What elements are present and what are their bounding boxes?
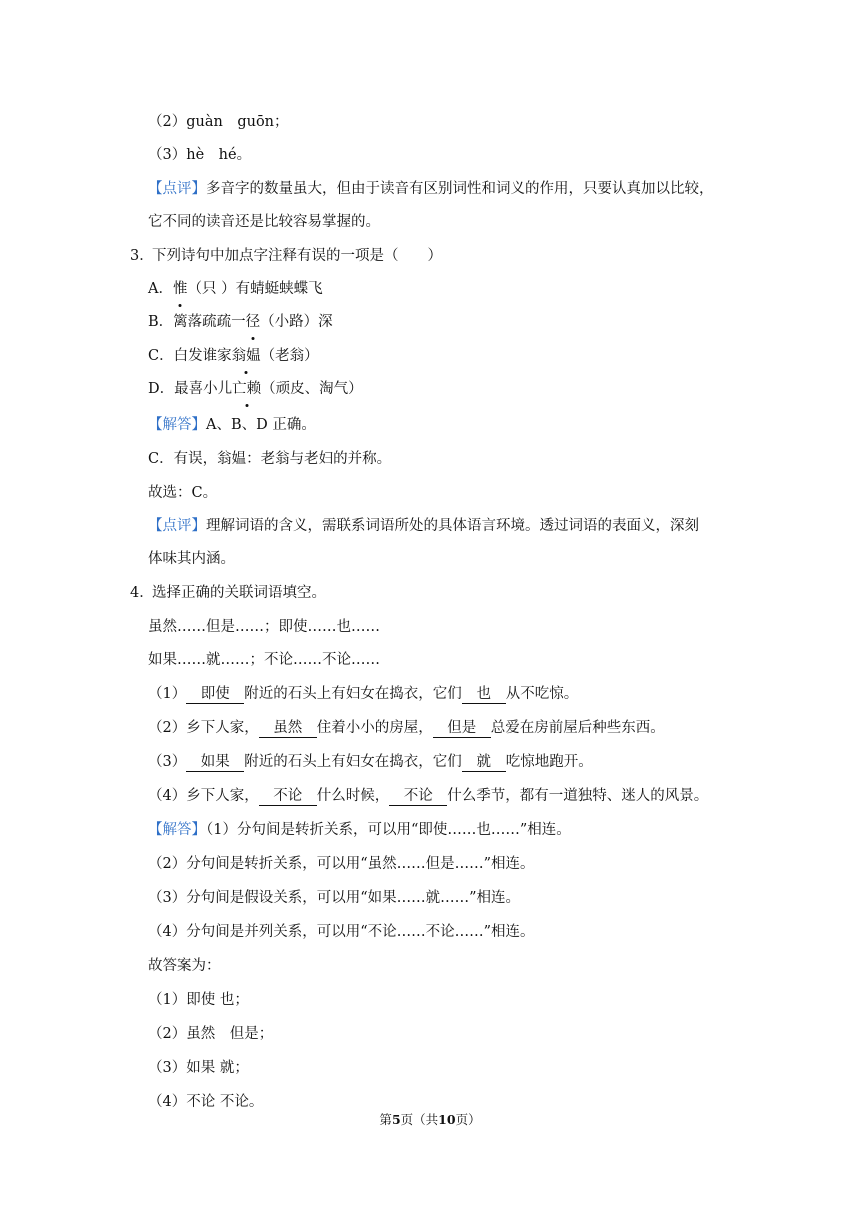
conjunction-options-2: 如果……就……；不论……不论…… bbox=[148, 652, 380, 668]
sentence-3: （3） 如果 附近的石头上有妇女在捣衣，它们 就 吃惊地跑开。 bbox=[148, 754, 593, 770]
option-b: B．篱落疏疏一径（小路）深 bbox=[0, 307, 860, 337]
final-answer-heading: 故答案为： bbox=[148, 958, 221, 974]
final-answer-4: （4）不论 不论。 bbox=[148, 1094, 264, 1110]
answer-tag: 【解答】 bbox=[148, 417, 206, 433]
review-tag: 【点评】 bbox=[148, 181, 206, 197]
blank-answer: 就 bbox=[462, 753, 506, 772]
sentence-1: （1） 即使 附近的石头上有妇女在捣衣，它们 也 从不吃惊。 bbox=[148, 686, 579, 702]
question-4 bbox=[0, 578, 860, 608]
option-a: A．惟（只 ）有蜻蜓蛱蝶飞 bbox=[0, 274, 860, 304]
answer-3: 【解答】A、B、D 正确。 bbox=[148, 417, 316, 433]
answer-3-c: C．有误，翁媪：老翁与老妇的并称。 bbox=[148, 451, 392, 467]
conjunction-options-1: 虽然……但是……；即使……也…… bbox=[148, 619, 380, 635]
dotted-char: 亡赖 bbox=[232, 374, 261, 404]
question-text: 选择正确的关联词语填空。 bbox=[152, 585, 326, 601]
answer-4-4: （4）分句间是并列关系，可以用“不论……不论……”相连。 bbox=[148, 924, 535, 940]
answer-tag: 【解答】 bbox=[148, 822, 206, 838]
blank-answer: 但是 bbox=[433, 719, 491, 738]
review-2: 【点评】多音字的数量虽大，但由于读音有区别词性和词义的作用，只要认真加以比较， bbox=[148, 181, 714, 197]
blank-answer: 即使 bbox=[186, 685, 244, 704]
sentence-2: （2）乡下人家， 虽然 住着小小的房屋， 但是 总爱在房前屋后种些东西。 bbox=[148, 720, 665, 736]
answer-4-2: （2）分句间是转折关系，可以用“虽然……但是……”相连。 bbox=[148, 856, 535, 872]
pinyin-answer-3: （3）hè hé。 bbox=[148, 147, 252, 163]
page-footer: 第5页（共10页） bbox=[379, 1112, 481, 1127]
sentence-4: （4）乡下人家， 不论 什么时候， 不论 什么季节，都有一道独特、迷人的风景。 bbox=[148, 788, 709, 804]
question-number: 3． bbox=[130, 248, 154, 264]
final-answer-2: （2）虽然 但是； bbox=[148, 1026, 274, 1042]
total-pages: 10 bbox=[438, 1112, 456, 1127]
option-c: C．白发谁家翁媪（老翁） bbox=[0, 341, 860, 371]
answer-4-1: 【解答】（1）分句间是转折关系，可以用“即使……也……”相连。 bbox=[148, 822, 571, 838]
page-number: 5 bbox=[391, 1112, 401, 1127]
dotted-char: 翁媪 bbox=[232, 341, 261, 371]
review-3: 【点评】理解词语的含义，需联系词语所处的具体语言环境。透过词语的表面义，深刻 bbox=[148, 518, 699, 534]
review-3-cont: 体味其内涵。 bbox=[148, 551, 235, 567]
pinyin-answer-2: （2）guàn guōn； bbox=[148, 114, 289, 130]
answer-3-select: 故选：C。 bbox=[148, 485, 218, 501]
blank-answer: 虽然 bbox=[259, 719, 317, 738]
question-text: 下列诗句中加点字注释有误的一项是（ ） bbox=[152, 248, 442, 264]
answer-4-3: （3）分句间是假设关系，可以用“如果……就……”相连。 bbox=[148, 890, 521, 906]
option-d: D．最喜小儿亡赖（顽皮、淘气） bbox=[0, 374, 860, 404]
dotted-char: 径 bbox=[246, 307, 261, 337]
final-answer-1: （1）即使 也； bbox=[148, 992, 249, 1008]
blank-answer: 不论 bbox=[259, 787, 317, 806]
review-tag: 【点评】 bbox=[148, 518, 206, 534]
question-3 bbox=[0, 241, 860, 271]
blank-answer: 不论 bbox=[389, 787, 447, 806]
blank-answer: 也 bbox=[462, 685, 506, 704]
review-2-cont: 它不同的读音还是比较容易掌握的。 bbox=[148, 214, 380, 230]
question-number: 4． bbox=[130, 585, 154, 601]
blank-answer: 如果 bbox=[186, 753, 244, 772]
dotted-char: 惟 bbox=[173, 274, 188, 304]
final-answer-3: （3）如果 就； bbox=[148, 1060, 249, 1076]
